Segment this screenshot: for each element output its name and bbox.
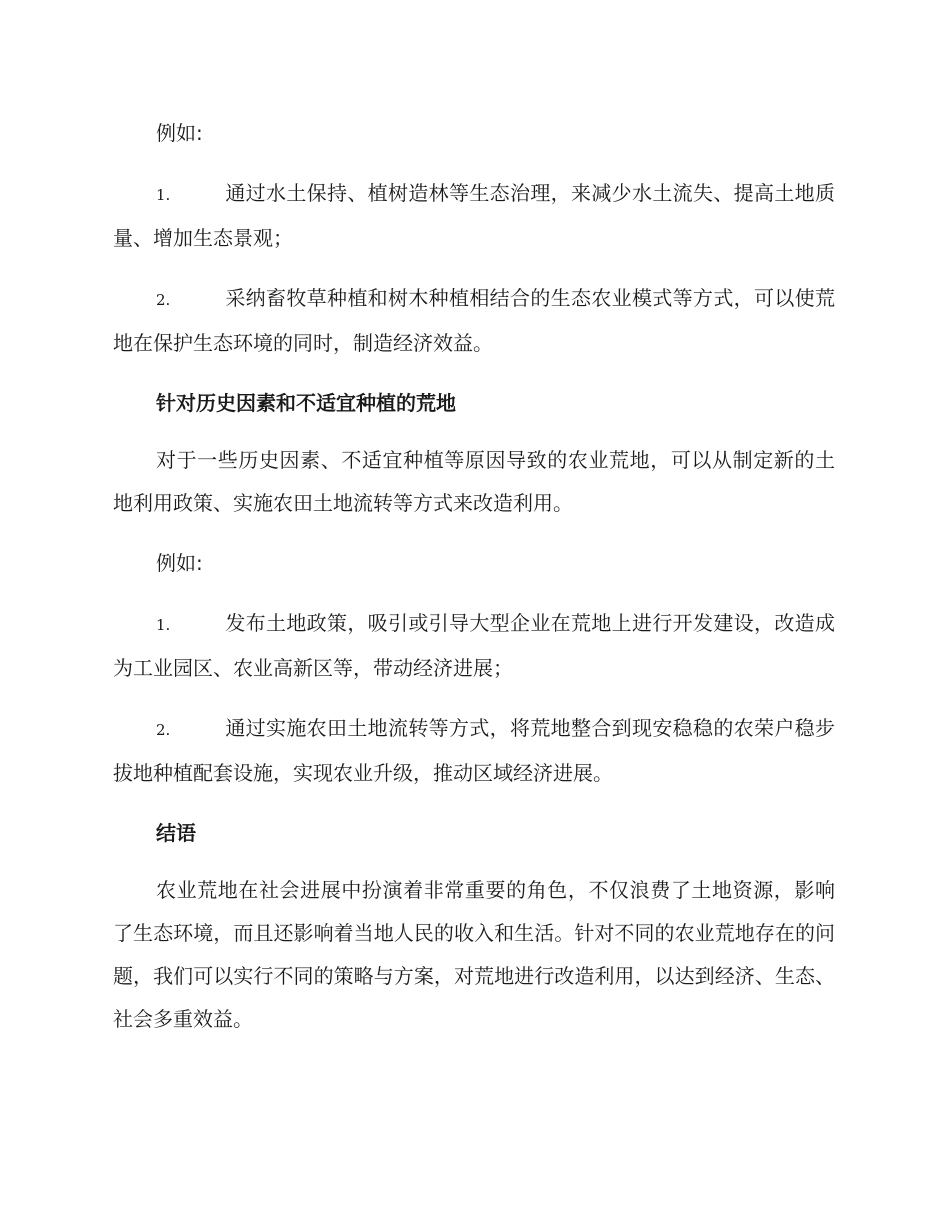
section-heading: 针对历史因素和不适宜种植的荒地 xyxy=(156,391,456,415)
conclusion-paragraph: 农业荒地在社会进展中扮演着非常重要的角色，不仅浪费了土地资源，影响了生态环境，而且还影响着当地人民的收入和生活。针对不同的农业荒地存在的问题，我们可以实行不同的策略与方案，对荒地进行改造利用，以达到经济、生态、社会多重效益。 xyxy=(113,878,835,1031)
list-number: 1. xyxy=(156,616,171,634)
list-item xyxy=(113,707,835,795)
list-text: 通过实施农田土地流转等方式，将荒地整合到现安稳稳的农荣户稳步拔地种植配套设施，实现农业升级，推动区域经济进展。 xyxy=(113,716,835,785)
list-number: 1. xyxy=(156,186,171,204)
document-body xyxy=(113,112,835,1041)
section-paragraph: 对于一些历史因素、不适宜种植等原因导致的农业荒地，可以从制定新的土地利用政策、实施农田土地流转等方式来改造利用。 xyxy=(113,448,835,515)
list-item xyxy=(113,172,835,260)
example-label: 例如: xyxy=(156,551,203,575)
list-item xyxy=(113,602,835,690)
example-label: 例如: xyxy=(156,121,203,145)
section-heading: 结语 xyxy=(156,821,196,845)
list-number: 2. xyxy=(156,291,171,309)
list-text: 通过水土保持、植树造林等生态治理，来减少水土流失、提高土地质量、增加生态景观； xyxy=(113,181,835,250)
list-text: 发布土地政策，吸引或引导大型企业在荒地上进行开发建设，改造成为工业园区、农业高新区等，带动经济进展； xyxy=(113,611,835,680)
list-item xyxy=(113,277,835,365)
list-number: 2. xyxy=(156,721,171,739)
list-text: 采纳畜牧草种植和树木种植相结合的生态农业模式等方式，可以使荒地在保护生态环境的同时，制造经济效益。 xyxy=(113,286,835,355)
